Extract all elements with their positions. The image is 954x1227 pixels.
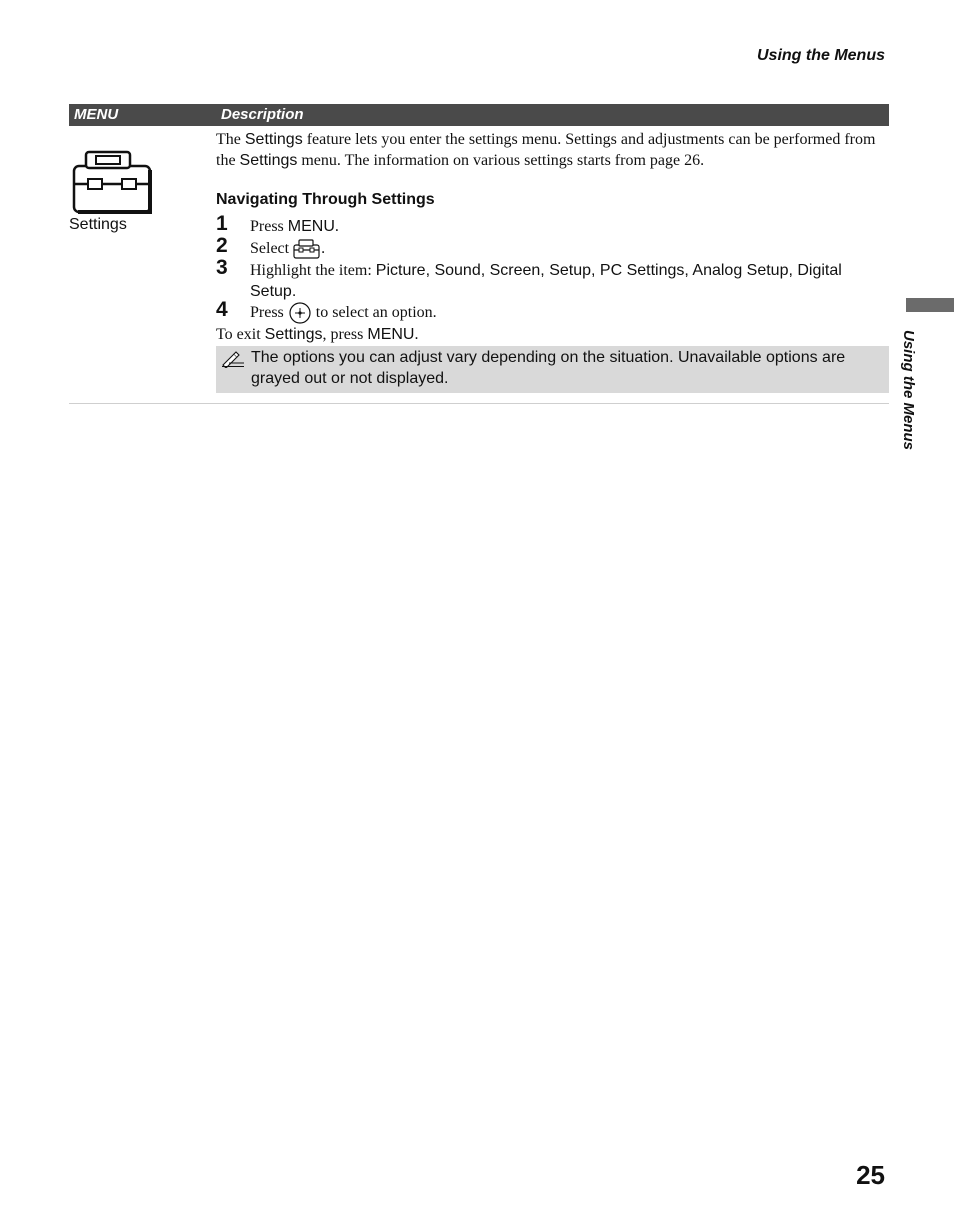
settings-items: Picture, Sound, Screen, Setup, PC Settings, Analog Setup, Digital Setup.	[250, 262, 842, 300]
step-2	[216, 234, 889, 260]
column-header-description: Description	[221, 106, 304, 123]
table-header	[69, 104, 889, 126]
description-cell	[216, 129, 889, 393]
note-box	[216, 346, 889, 393]
intro-text-1: The	[216, 131, 245, 148]
pencil-note-icon	[220, 350, 246, 368]
exit-text-3: .	[414, 326, 419, 344]
step-number: 1	[216, 212, 228, 235]
step-text: Highlight the item:	[250, 262, 376, 279]
intro-text-2: feature lets you enter the settings menu. Settings and adjustments can be performed from the	[216, 131, 876, 169]
toolbox-icon	[72, 150, 152, 214]
side-tab-label: Using the Menus	[900, 330, 917, 451]
exit-text-2: , press	[322, 326, 368, 344]
column-header-menu: MENU	[74, 106, 119, 123]
note-text: The options you can adjust vary depending on the situation. Unavailable options are grayed out or not displayed.	[251, 349, 846, 388]
intro-settings-2: Settings	[239, 152, 298, 169]
toolbox-icon	[293, 239, 321, 259]
step-1	[216, 212, 889, 238]
exit-menu-key: MENU	[367, 326, 415, 344]
step-text: Press	[250, 218, 288, 235]
step-text: Select	[250, 240, 294, 257]
step-punct: .	[334, 218, 339, 235]
page-number: 25	[856, 1160, 885, 1190]
running-head: Using the Menus	[756, 47, 885, 64]
exit-instruction	[216, 324, 889, 345]
menu-table	[69, 104, 889, 404]
table-row	[69, 126, 889, 404]
intro-paragraph	[216, 129, 889, 171]
joystick-select-icon	[288, 302, 312, 324]
section-heading: Navigating Through Settings	[216, 191, 435, 208]
step-punct: .	[321, 240, 326, 257]
step-number: 4	[216, 298, 228, 321]
menu-key: MENU	[287, 218, 335, 235]
side-tab-marker	[906, 298, 954, 312]
step-number: 3	[216, 256, 228, 279]
exit-settings: Settings	[264, 326, 323, 344]
intro-text-3: menu. The information on various settings starts from page 26.	[297, 152, 705, 169]
menu-label-settings: Settings	[69, 216, 127, 233]
step-3	[216, 256, 889, 302]
exit-text-1: To exit	[216, 326, 265, 344]
intro-settings-1: Settings	[244, 131, 303, 148]
step-text-end: to select an option.	[311, 304, 437, 321]
steps-list	[216, 212, 889, 324]
step-4	[216, 298, 889, 324]
step-number: 2	[216, 234, 228, 257]
step-text: Press	[250, 304, 288, 321]
